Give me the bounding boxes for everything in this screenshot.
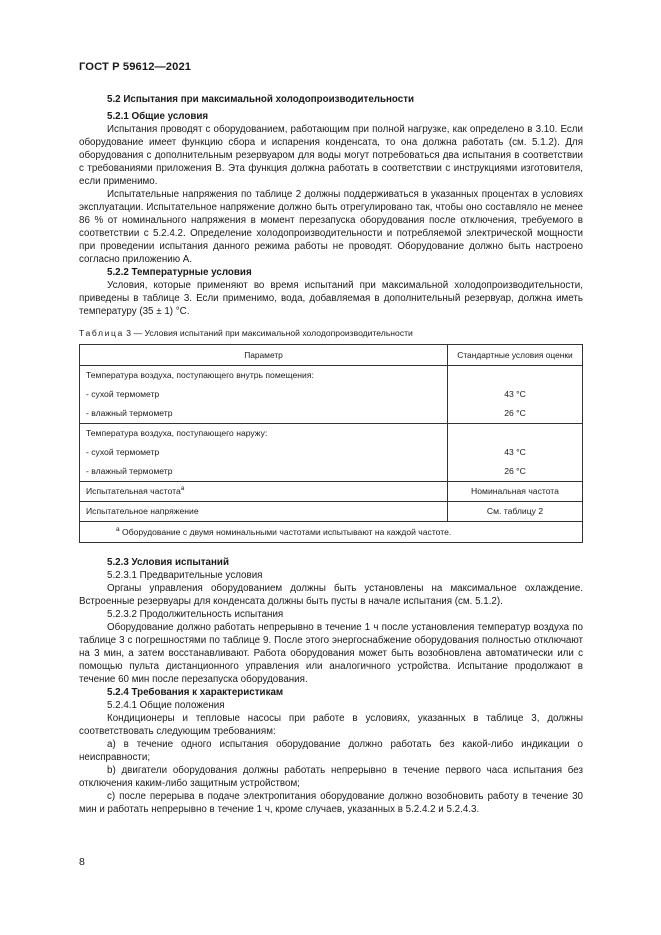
table-footnote-row <box>80 522 583 543</box>
table-cell: - влажный термометр <box>80 462 448 482</box>
table-cell: Испытательное напряжение <box>80 502 448 522</box>
table-cell: 26 °С <box>448 404 583 424</box>
section-5-2-3-title: 5.2.3 Условия испытаний <box>107 557 229 568</box>
table-cell <box>448 366 583 386</box>
table-caption-label: Таблица <box>79 328 124 338</box>
paragraph: Испытательные напряжения по таблице 2 должны поддерживаться в указанных процентах в условиях эксплуатации. Испытательное напряжение должно быть отрегулировано так, чтобы оно составляло не менее 86 % от номинального напряжения в момент перезапуска оборудования после отключения, требуемого в соответствии с 5.2.4.2. Определение холодопроизводительности и потребляемой электрической мощности при проведении испытания данного режима работы не проводят. Оборудование должно быть настроено согласно приложению А. <box>79 189 583 265</box>
list-item: b) двигатели оборудования должны работать непрерывно в течение первого часа испытания без отключения каким-либо защитным устройством; <box>79 765 583 789</box>
footnote-text: Оборудование с двумя номинальными частотами испытывают на каждой частоте. <box>119 526 452 537</box>
page-content <box>79 93 583 816</box>
table-cell: - сухой термометр <box>80 385 448 404</box>
table-row <box>80 424 583 444</box>
table-cell: Номинальная частота <box>448 482 583 502</box>
section-5-2-3-2-title: 5.2.3.2 Продолжительность испытания <box>107 609 284 620</box>
footnote-marker: a <box>180 485 185 492</box>
table-header-row <box>80 345 583 366</box>
table-cell <box>448 424 583 444</box>
table-cell <box>80 482 448 502</box>
conditions-table <box>79 344 583 543</box>
section-5-2-4-title: 5.2.4 Требования к характеристикам <box>107 687 284 698</box>
table-cell: 43 °С <box>448 443 583 462</box>
column-header-standard: Стандартные условия оценки <box>448 345 583 366</box>
section-5-2-1-title: 5.2.1 Общие условия <box>107 111 209 122</box>
section-5-2-4-1-title: 5.2.4.1 Общие положения <box>107 700 225 711</box>
paragraph: Условия, которые применяют во время испытаний при максимальной холодопроизводительности, приведены в таблице 3. Если применимо, вода, добавляемая в дополнительный резервуар, должна иметь температуру (35 ± 1) °С. <box>79 280 583 317</box>
table-cell: 26 °С <box>448 462 583 482</box>
list-item: a) в течение одного испытания оборудование должно работать без какой-либо индикации о неисправности; <box>79 739 583 763</box>
table-cell: Температура воздуха, поступающего наружу: <box>80 424 448 444</box>
footnote-marker: a <box>116 525 120 533</box>
paragraph: Испытания проводят с оборудованием, работающим при полной нагрузке, как определено в 3.10. Если оборудование имеет функцию сбора и испарения конденсата, то она должна работать (см. 5.1.2). Для оборудования с дополнительным резервуаром для воды могут потребоваться два испытания в соответствии с требованиями приложения В. Эта функция должна работать в соответствии с инструкциями изготовителя, если применимо. <box>79 124 583 187</box>
section-5-2-3-1-title: 5.2.3.1 Предварительные условия <box>107 570 263 581</box>
table-row <box>80 462 583 482</box>
table-cell: См. таблицу 2 <box>448 502 583 522</box>
table-row <box>80 404 583 424</box>
page-number: 8 <box>79 856 85 868</box>
list-item: c) после перерыва в подаче электропитания оборудование должно возобновить работу в течение 30 мин и работать непрерывно в течение 1 ч, кроме случаев, указанных в 5.2.4.2 и 5.2.4.3. <box>79 791 583 815</box>
paragraph: Органы управления оборудованием должны быть установлены на максимальное охлаждение. Встроенные резервуары для конденсата должны быть пусты в начале испытания (см. 5.1.2). <box>79 583 583 607</box>
table-row <box>80 482 583 502</box>
paragraph: Оборудование должно работать непрерывно в течение 1 ч после установления температур воздуха по таблице 3 с погрешностями по таблице 9. После этого энергоснабжение оборудования полностью отключают на 3 мин, а затем восстанавливают. Работа оборудования может быть возобновлена автоматически или с помощью пульта дистанционного управления или аналогичного устройства. Испытание продолжают в течение 60 мин после перезапуска оборудования. <box>79 622 583 685</box>
table-caption <box>79 327 583 340</box>
paragraph: Кондиционеры и тепловые насосы при работе в условиях, указанных в таблице 3, должны соответствовать следующим требованиям: <box>79 713 583 737</box>
table-row <box>80 502 583 522</box>
table-cell: Температура воздуха, поступающего внутрь помещения: <box>80 366 448 386</box>
freq-label: Испытательная частота <box>86 486 181 496</box>
table-cell: - сухой термометр <box>80 443 448 462</box>
column-header-param: Параметр <box>80 345 448 366</box>
section-5-2-2-title: 5.2.2 Температурные условия <box>107 267 252 278</box>
table-footnote <box>80 522 583 543</box>
table-row <box>80 366 583 386</box>
table-caption-text: 3 — Условия испытаний при максимальной холодопроизводительности <box>123 328 413 338</box>
table-row <box>80 385 583 404</box>
section-5-2-title: 5.2 Испытания при максимальной холодопроизводительности <box>107 94 415 105</box>
document-header: ГОСТ Р 59612—2021 <box>79 61 192 73</box>
table-cell: - влажный термометр <box>80 404 448 424</box>
table-cell: 43 °С <box>448 385 583 404</box>
table-row <box>80 443 583 462</box>
